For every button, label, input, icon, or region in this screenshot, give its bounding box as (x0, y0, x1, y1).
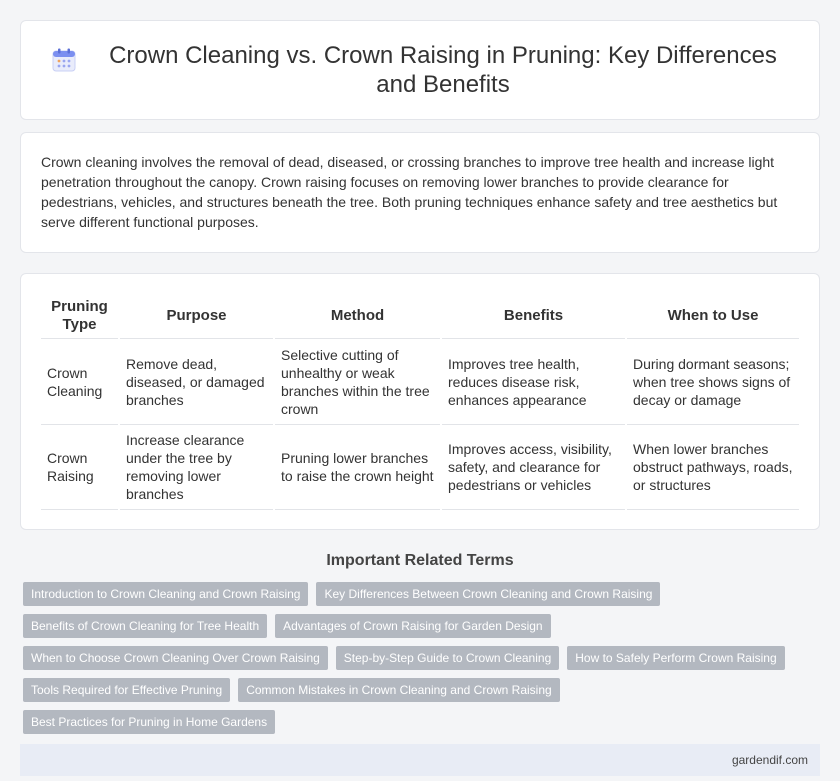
related-term-link[interactable]: How to Safely Perform Crown Raising (567, 646, 784, 670)
related-terms-list (20, 582, 820, 742)
cell-purpose: Increase clearance under the tree by removing lower branches (119, 425, 274, 510)
cell-pruning-type: Crown Raising (41, 425, 119, 510)
related-term-link[interactable]: Advantages of Crown Raising for Garden Design (275, 614, 550, 638)
header-when-to-use: When to Use (626, 294, 799, 339)
cell-benefits: Improves access, visibility, safety, and clearance for pedestrians or vehicles (441, 425, 626, 510)
cell-when-to-use: During dormant seasons; when tree shows signs of decay or damage (626, 339, 799, 425)
footer-site-name: gardendif.com (731, 753, 808, 767)
related-term-link[interactable]: Tools Required for Effective Pruning (23, 678, 230, 702)
comparison-table (41, 294, 799, 510)
related-term-link[interactable]: Best Practices for Pruning in Home Gardens (23, 710, 275, 734)
related-term-link[interactable]: When to Choose Crown Cleaning Over Crown Raising (23, 646, 328, 670)
header-inner (51, 41, 789, 99)
header-benefits: Benefits (441, 294, 626, 339)
related-term-link[interactable]: Key Differences Between Crown Cleaning and Crown Raising (316, 582, 660, 606)
header-method: Method (274, 294, 441, 339)
header-pruning-type: Pruning Type (41, 294, 119, 339)
cell-benefits: Improves tree health, reduces disease risk, enhances appearance (441, 339, 626, 425)
intro-card (20, 132, 820, 253)
cell-purpose: Remove dead, diseased, or damaged branches (119, 339, 274, 425)
intro-text: Crown cleaning involves the removal of dead, diseased, or crossing branches to improve tree health and increase light penetration throughout the canopy. Crown raising focuses on removing lower branches to provide clearance for pedestrians, vehicles, and structures beneath the tree. Both pruning techniques enhance safety and tree aesthetics but serve different functional purposes. (41, 154, 778, 230)
related-term-link[interactable]: Step-by-Step Guide to Crown Cleaning (336, 646, 559, 670)
cell-when-to-use: When lower branches obstruct pathways, roads, or structures (626, 425, 799, 510)
table-row (41, 339, 799, 425)
header-purpose: Purpose (119, 294, 274, 339)
cell-pruning-type: Crown Cleaning (41, 339, 119, 425)
cell-method: Pruning lower branches to raise the crown height (274, 425, 441, 510)
comparison-table-card (20, 273, 820, 530)
header-card (20, 20, 820, 120)
related-term-link[interactable]: Introduction to Crown Cleaning and Crown Raising (23, 582, 308, 606)
table-row (41, 425, 799, 510)
footer (20, 744, 820, 776)
related-term-link[interactable]: Common Mistakes in Crown Cleaning and Crown Raising (238, 678, 559, 702)
related-terms-title: Important Related Terms (326, 552, 514, 569)
related-term-link[interactable]: Benefits of Crown Cleaning for Tree Health (23, 614, 267, 638)
calendar-icon (51, 47, 77, 73)
table-header-row (41, 294, 799, 339)
cell-method: Selective cutting of unhealthy or weak branches within the tree crown (274, 339, 441, 425)
page-title: Crown Cleaning vs. Crown Raising in Pruning: Key Differences and Benefits (109, 42, 777, 98)
